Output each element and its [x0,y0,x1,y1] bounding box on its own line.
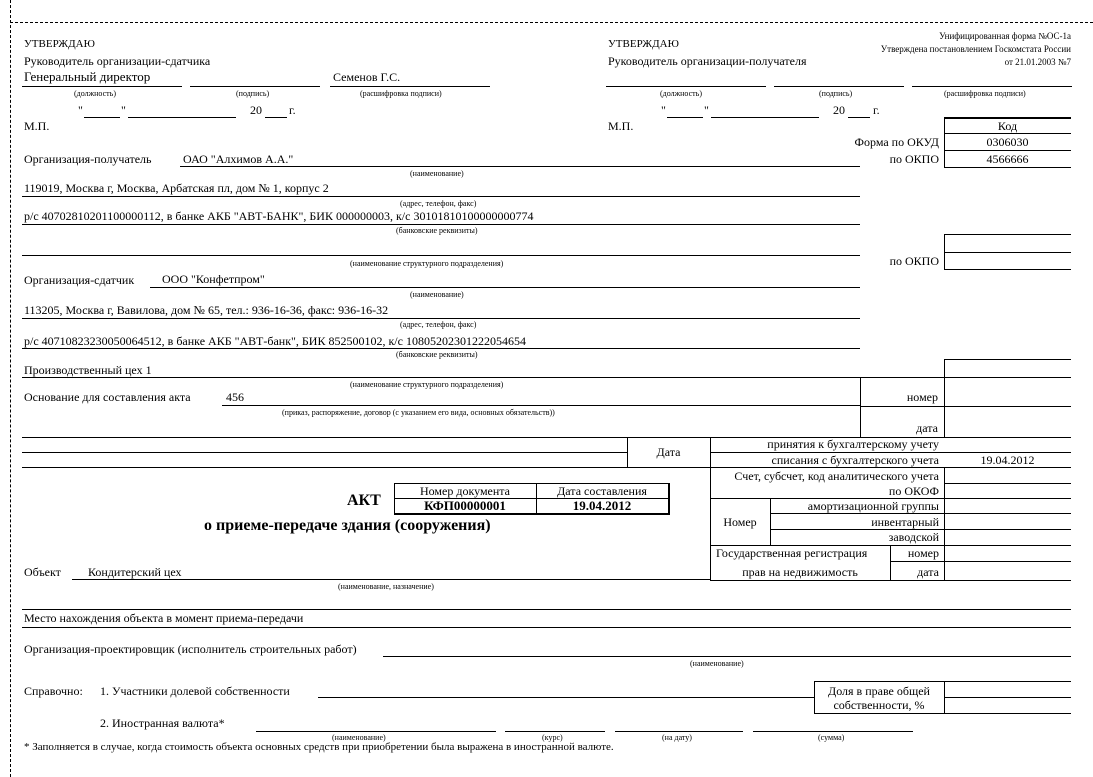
reg-date-label: дата [917,565,939,579]
left-year-prefix: 20 [250,103,262,117]
designer-label: Организация-проектировщик (исполнитель строительных работ) [24,642,357,656]
basis-date-label: дата [916,421,938,435]
reference-item2: 2. Иностранная валюта* [100,716,225,730]
state-reg-label: Государственная регистрация [716,546,868,560]
line-reg-date [710,580,1071,581]
receiver-name[interactable]: ОАО "Алхимов А.А." [183,152,294,166]
share-label1: Доля в праве общей [828,684,930,698]
cap-receiver-division: (наименование структурного подразделения) [350,259,504,268]
line-receiver-name [180,166,860,167]
right-col-top [944,359,1071,360]
right-col-border [944,359,945,438]
form-info-line3: от 21.01.2003 №7 [1004,57,1071,67]
left-year-suffix: г. [289,103,296,117]
doc-number[interactable]: КФП00000001 [424,498,506,513]
right-year-suffix: г. [873,103,880,117]
line-dates-bottom [22,467,1071,468]
cap-right-signature: (подпись) [819,89,853,98]
cap-currency-rate: (курс) [542,733,563,742]
line-object [72,579,710,580]
cap-sender-name: (наименование) [410,290,464,299]
reference-item1: 1. Участники долевой собственности [100,684,290,698]
doc-num-header: Номер документа [419,484,511,498]
cap-currency-sum: (сумма) [818,733,845,742]
line-left-month [128,117,236,118]
cap-right-position: (должность) [660,89,702,98]
okud-label: Форма по ОКУД [854,135,939,149]
line-right-day [667,117,703,118]
line-sender-address [22,318,860,319]
location-label: Место нахождения объекта в момент приема-передачи [24,611,304,625]
cut-line-vertical [10,0,11,777]
cap-left-signature: (подпись) [236,89,270,98]
line-depreciation [770,513,1071,514]
right-stamp: М.П. [608,119,634,133]
line-left-name [330,86,490,87]
rights-label: прав на недвижимость [742,565,858,579]
basis-number-label: номер [906,390,938,404]
doc-date[interactable]: 19.04.2012 [572,498,632,513]
line-dates-left-mid [22,452,627,453]
line-share-mid [944,697,1071,698]
cap-receiver-address: (адрес, телефон, факс) [400,199,477,208]
line-currency-rate [505,731,605,732]
line-designer [383,656,1071,657]
sender-name[interactable]: ООО "Конфетпром" [162,272,265,286]
receiver-label: Организация-получатель [24,152,152,166]
codes-header: Код [997,119,1018,133]
cap-receiver-bank: (банковские реквизиты) [396,226,478,235]
line-share-top [814,681,1071,682]
cut-line-horizontal [10,22,1093,23]
basis-label: Основание для составления акта [24,390,191,404]
line-receiver-bank [22,224,860,225]
inventory-label: инвентарный [871,515,939,529]
cap-receiver-name: (наименование) [410,169,464,178]
cap-left-position: (должность) [74,89,116,98]
cap-currency-name: (наименование) [332,733,386,742]
left-quote-close: " [121,103,126,117]
cap-object: (наименование, назначение) [338,582,434,591]
approve-left-position[interactable]: Генеральный директор [24,69,151,84]
object-value[interactable]: Кондитерский цех [88,565,182,579]
codes2-mid [944,252,1071,253]
cap-left-name: (расшифровка подписи) [360,89,442,98]
dates-accepted-label: принятия к бухгалтерскому учету [767,437,939,451]
line-right-position [606,86,766,87]
okof-label: по ОКОФ [888,484,939,498]
cap-basis: (приказ, распоряжение, договор (с указанием его вида, основных обязательств)) [282,408,555,417]
receiver-address[interactable]: 119019, Москва г, Москва, Арбатская пл, дом № 1, корпус 2 [24,181,329,195]
codes2-bot [944,269,1071,270]
line-left-day [84,117,120,118]
line-currency-name [256,731,496,732]
right-year-prefix: 20 [833,103,845,117]
codes-line3 [944,167,1071,168]
form-info-line1: Унифицированная форма №ОС-1а [939,31,1071,41]
sender-label: Организация-сдатчик [24,273,135,287]
line-currency-date [615,731,743,732]
line-right-month [711,117,819,118]
line-account [944,483,1071,484]
right-quote-close: " [704,103,709,117]
line-basis-number [860,406,1071,407]
reg-number-label: номер [907,546,939,560]
line-sender-name [150,287,860,288]
line-right-signature [774,86,904,87]
left-stamp: М.П. [24,119,50,133]
dates-written-off-value[interactable]: 19.04.2012 [980,453,1035,467]
codes2-top [944,234,1071,235]
line-item1 [318,697,814,698]
codes-line2 [944,150,1071,151]
cap-sender-division: (наименование структурного подразделения) [350,380,504,389]
sender-address[interactable]: 113205, Москва г, Вавилова, дом № 65, тел.: 936-16-36, факс: 936-16-32 [24,303,389,317]
okud-value[interactable]: 0306030 [986,135,1029,149]
line-right-name [912,86,1072,87]
line-share-bot [814,713,1071,714]
okpo2-label: по ОКПО [889,254,939,268]
footnote: * Заполняется в случае, когда стоимость объекта основных средств при приобретении была выражена в иностранной валюте. [24,741,614,753]
line-left-year [265,117,287,118]
line-right-year [848,117,870,118]
line-sender-bank [22,348,860,349]
line-location [22,627,1071,628]
share-label2: собственности, % [833,698,925,712]
basis-value[interactable]: 456 [226,390,244,404]
approve-right-role: Руководитель организации-получателя [608,54,807,68]
doc-date-header: Дата составления [557,484,647,498]
approve-left-title: УТВЕРЖДАЮ [24,38,95,50]
line-basis [222,405,860,406]
okpo-label: по ОКПО [889,152,939,166]
doc-title: АКТ [347,492,381,509]
line-receiver-division [22,255,860,256]
accounts-right-border [944,467,945,580]
approve-right-title: УТВЕРЖДАЮ [608,38,679,50]
doc-subtitle: о приеме-передаче здания (сооружения) [204,517,491,534]
line-currency-sum [753,731,913,732]
right-quote-open: " [661,103,666,117]
dates-label: Дата [656,445,681,459]
line-receiver-address [22,196,860,197]
receiver-bank[interactable]: р/с 40702810201100000112, в банке АКБ "АВТ-БАНК", БИК 000000003, к/с 30101810100000000774 [24,209,534,223]
account-label: Счет, субсчет, код аналитического учета [734,469,939,483]
cap-currency-date: (на дату) [662,733,692,742]
object-label: Объект [24,565,61,579]
depreciation-label: амортизационной группы [807,499,939,513]
okpo-value[interactable]: 4566666 [986,152,1029,166]
cap-sender-bank: (банковские реквизиты) [396,350,478,359]
approve-left-name[interactable]: Семенов Г.С. [333,70,401,84]
number-label: Номер [723,515,757,529]
form-info-line2: Утверждена постановлением Госкомстата России [880,44,1071,54]
sender-division[interactable]: Производственный цех 1 [24,363,152,377]
dates-written-off-label: списания с бухгалтерского учета [771,453,939,467]
approve-left-role: Руководитель организации-сдатчика [24,54,211,68]
line-object-extra [22,609,1071,610]
cap-right-name: (расшифровка подписи) [944,89,1026,98]
line-left-position [22,86,182,87]
cap-sender-address: (адрес, телефон, факс) [400,320,477,329]
sender-bank[interactable]: р/с 40710823230050064512, в банке АКБ "АВТ-банк", БИК 852500102, к/с 10805202301222054654 [24,334,526,348]
cap-designer: (наименование) [690,659,744,668]
reference-label: Справочно: [24,684,83,698]
line-reg-number [890,561,1071,562]
factory-label: заводской [888,530,939,544]
line-left-signature [190,86,320,87]
line-sender-division [22,377,1071,378]
left-quote-open: " [78,103,83,117]
